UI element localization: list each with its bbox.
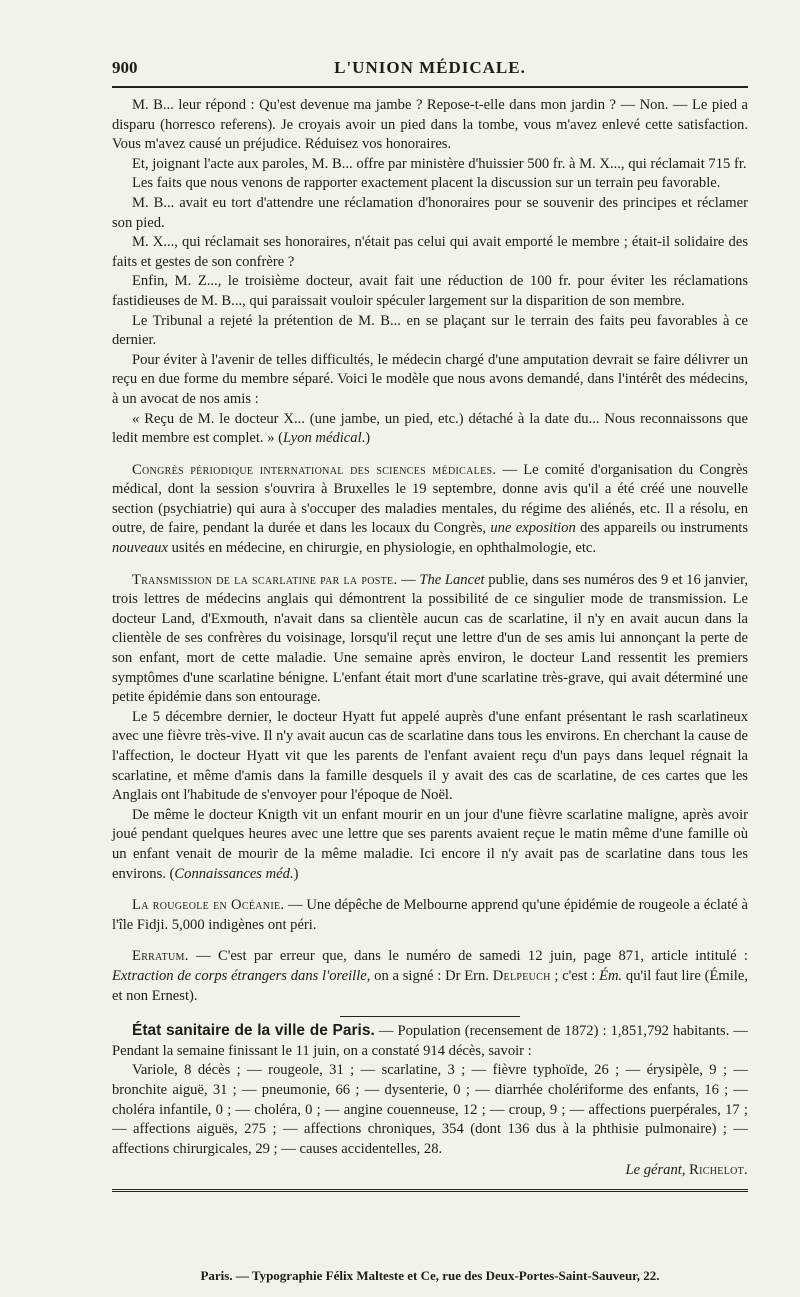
section-text: publie, dans ses numéros des 9 et 16 janvier, trois lettres de médecins anglais qui démontrent la possibilité de ce singulier mode de transmission. Le docteur Land, d'Exmouth, n'avait dans sa clientèle aucun cas de scarlatine, il n'y en avait aucun dans la clientèle de ses confrères du voisinage, lorsqu'il reçut une lettre d'un de ses amis lui annonçant la perte de son enfant, mort de cette maladie. Une semaine après environ, le docteur Land ressentit les premiers symptômes d'une scarlatine bénigne. L'enfant était mort d'une scarlatine très-grave, qui avait déterminé une petite épidémie dans son entourage.: [112, 571, 748, 706]
section-transmission: [112, 571, 748, 708]
receipt-end: .): [361, 430, 371, 447]
section-text: — Le comité d'organisation du Congrès médical, dont la session s'ouvrira à Bruxelles le 19 septembre, donne avis qu'il a été créé une nouvelle section (psychiatrie) qui aura à s'occuper des maladies mentales, du régime des aliénés, etc. Il a résolu, en outre, de faire, pendant la durée et dans les locaux du Congrès,: [112, 461, 748, 537]
paragraph: Le Tribunal a rejeté la prétention de M. B... en se plaçant sur le terrain des faits peu favorables à ce dernier.: [112, 312, 748, 349]
mortality-list: Variole, 8 décès ; — rougeole, 31 ; — scarlatine, 3 ; — fièvre typhoïde, 26 ; — érysipèle, 9 ; — bronchite aiguë, 31 ; — pneumonie, 66 ; — dysenterie, 0 ; — diarrhée cholériforme des enfants, 16 ; — choléra infantile, 0 ; — choléra, 0 ; — angine couenneuse, 12 ; — croup, 9 ; — affections puerpérales, 17 ; — affections aiguës, 275 ; — affections chroniques, 354 (dont 136 dus à la phthisie pulmonaire) ; — affections chirurgicales, 29 ; — causes accidentelles, 28.: [112, 1062, 748, 1157]
page-number: 900: [112, 58, 138, 77]
section-title: La rougeole en Océanie.: [132, 897, 285, 914]
section-text: — C'est par erreur que, dans le numéro de samedi 12 juin, page 871, article intitulé :: [188, 948, 748, 965]
paragraph: Les faits que nous venons de rapporter exactement placent la discussion sur un terrain peu favorable.: [132, 175, 721, 192]
section-title: État sanitaire de la ville de Paris.: [132, 1022, 375, 1040]
author-name: Delpeuch: [492, 967, 551, 984]
section-text: usités en médecine, en chirurgie, en physiologie, en ophthalmologie, etc.: [167, 540, 597, 557]
divider: [340, 1016, 520, 1017]
section-text: — Une dépêche de Melbourne apprend qu'une épidémie de rougeole a éclaté à l'île Fidji. 5,000 indigènes ont péri.: [112, 897, 748, 933]
signature-name: Richelot.: [689, 1162, 748, 1179]
section-text: De même le docteur Knigth vit un enfant mourir en un jour d'une fièvre scarlatine maligne, après avoir joué pendant quelques heures avec une lettre que ses parents avaient reçue le matin même d'une famille où un enfant venait de mourir de la même maladie. Ici encore il n'y avait pas de scarlatine dans tous les environs. (: [112, 806, 748, 882]
paragraph: Le 5 décembre dernier, le docteur Hyatt fut appelé auprès d'une enfant présentant le rash scarlatineux avec une fièvre très-vive. Il n'y avait aucun cas de scarlatine dans tous les environs. En cherchant la cause de l'affection, le docteur Hyatt vit que les parents de l'enfant avaient reçu d'un pays dans lequel régnait la scarlatine, et même d'amis dans la famille desquels il y avait des cas de scarlatine, de ces cartes que les Anglais ont l'habitude de s'envoyer pour l'époque de Noël.: [112, 708, 748, 804]
section-text: des appareils ou instruments: [575, 520, 748, 537]
source-citation: Connaissances méd.: [174, 865, 294, 882]
section-text: , on a signé : Dr Ern.: [366, 967, 493, 984]
paragraph: Pour éviter à l'avenir de telles difficultés, le médecin chargé d'une amputation devrait se faire délivrer un reçu en due forme du membre séparé. Voici le modèle que nous avons demandé, dans l'intérêt des médecins, à un avocat de nos amis :: [112, 351, 748, 407]
section-rougeole: [112, 896, 748, 935]
section-title: Transmission de la scarlatine par la poste.: [132, 571, 398, 588]
source-citation: Lyon médical: [283, 430, 362, 447]
paragraph-receipt: [112, 410, 748, 449]
section-etat-sanitaire: [112, 1021, 748, 1061]
section-text: —: [397, 571, 420, 588]
paragraph: Enfin, M. Z..., le troisième docteur, avait fait une réduction de 100 fr. pour éviter les réclamations fastidieuses de M. B..., qui paraissait vouloir spéculer largement sur la disparition de son membre.: [112, 273, 748, 309]
divider: [112, 1189, 748, 1192]
section-text: ): [293, 865, 299, 882]
italic-text: Ém.: [599, 967, 623, 984]
italic-text: une exposition: [490, 520, 576, 537]
section-title: Erratum.: [132, 948, 189, 965]
signature-label: Le gérant,: [625, 1162, 686, 1179]
printer-footer: Paris. — Typographie Félix Malteste et Ce, rue des Deux-Portes-Saint-Sauveur, 22.: [200, 1268, 660, 1283]
article-body: [112, 96, 748, 1192]
paragraph: [112, 806, 748, 884]
paragraph: M. B... avait eu tort d'attendre une réclamation d'honoraires pour se souvenir des principes et réclamer son pied.: [112, 194, 748, 231]
section-text: ; c'est :: [550, 967, 600, 984]
section-congres: [112, 461, 748, 559]
paragraph: M. X..., qui réclamait ses honoraires, n'était pas celui qui avait emporté le membre ; était-il solidaire des faits et gestes de son confrère ?: [112, 234, 748, 270]
paragraph: M. B... leur répond : Qu'est devenue ma jambe ? Repose-t-elle dans mon jardin ? — Non. — Le pied a disparu (horresco referens). Je croyais avoir un pied dans la tombe, vous m'avez enlevé cette satisfaction. Vous m'avez causé un préjudice. Réduisez vos honoraires.: [112, 97, 748, 153]
italic-text: nouveaux: [112, 540, 168, 557]
section-text: qu'il faut lire (Émile, et non Ernest).: [112, 967, 748, 1004]
section-erratum: [112, 947, 748, 1006]
paragraph: Et, joignant l'acte aux paroles, M. B... offre par ministère d'huissier 500 fr. à M. X..., qui réclamait 715 fr.: [132, 155, 747, 172]
italic-text: Extraction de corps étrangers dans l'oreille: [112, 967, 367, 984]
italic-text: The Lancet: [419, 571, 485, 588]
page-header: [112, 54, 748, 88]
section-title: Congrès périodique international des sciences médicales.: [132, 461, 497, 478]
journal-title: L'UNION MÉDICALE.: [334, 58, 526, 77]
receipt-text: « Reçu de M. le docteur X... (une jambe, un pied, etc.) détaché à la date du... Nous reconnaissons que ledit membre est complet. » (: [112, 410, 748, 447]
signature: [112, 1161, 748, 1181]
section-text: — Population (recensement de 1872) : 1,851,792 habitants. — Pendant la semaine finissant le 11 juin, on a constaté 914 décès, savoir :: [112, 1023, 748, 1059]
